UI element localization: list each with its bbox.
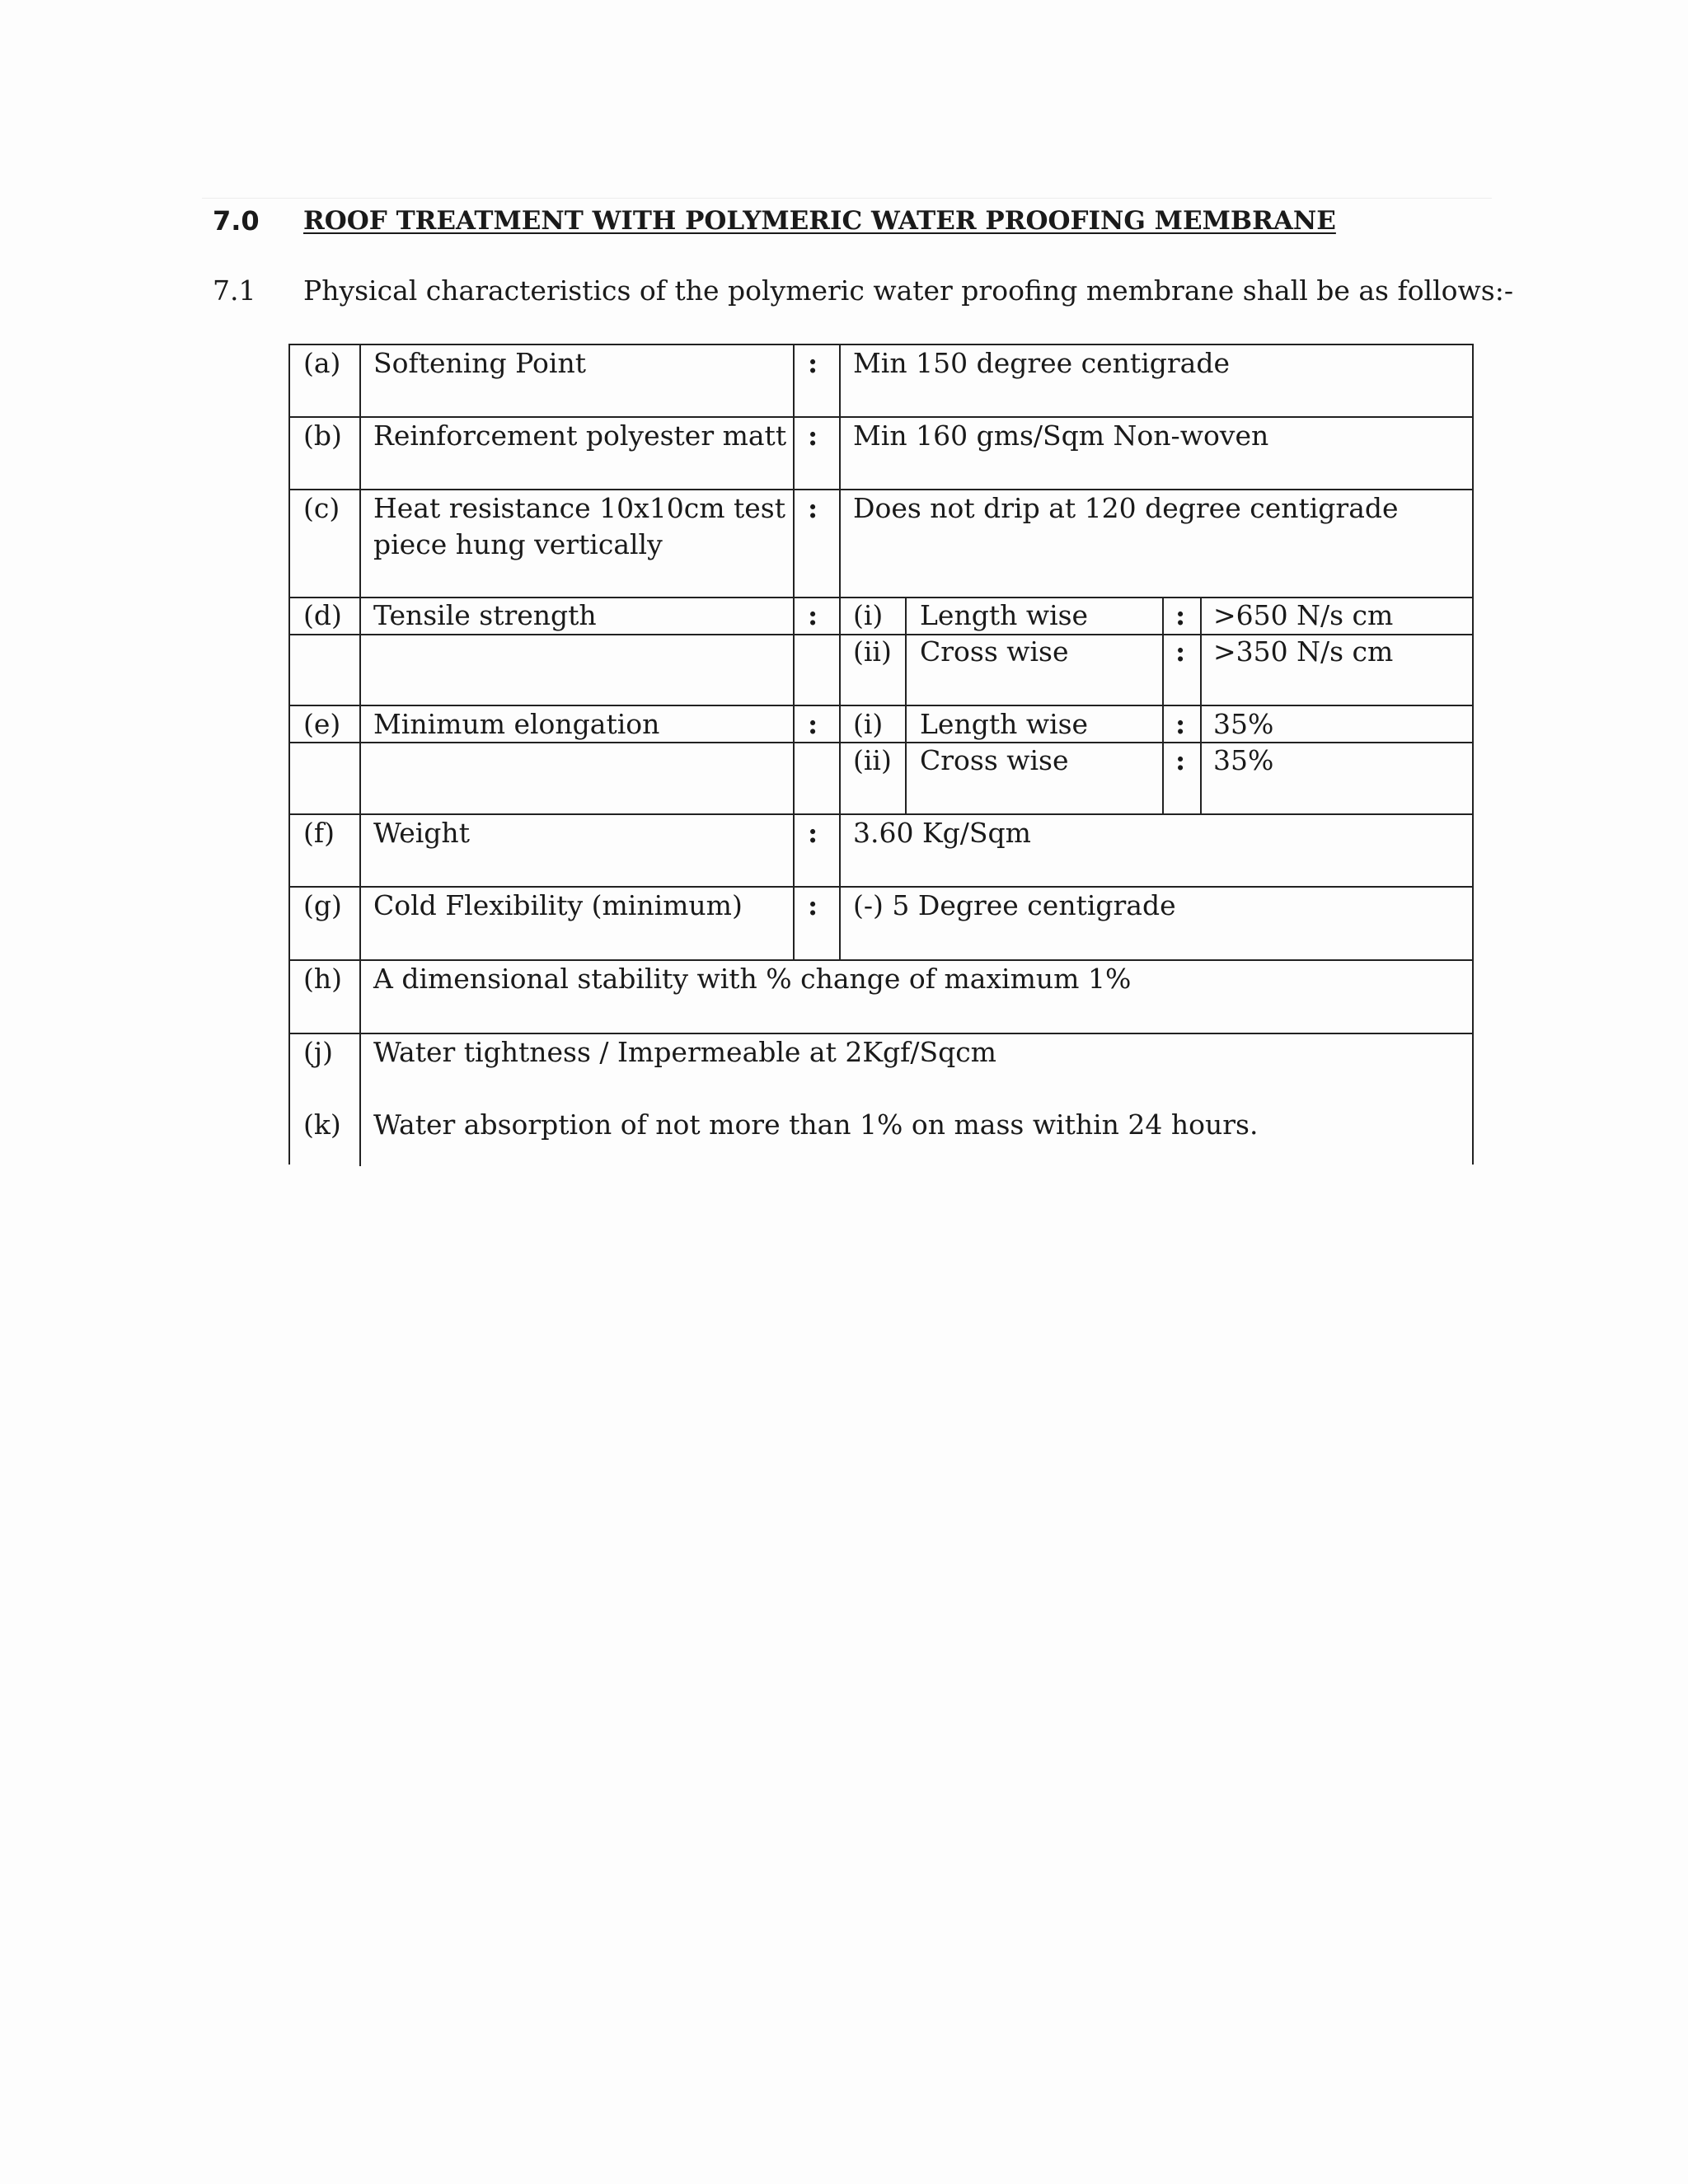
colon: : (808, 347, 818, 379)
property-heat-resistance-line1: Heat resistance 10x10cm test (373, 492, 785, 524)
value-reinforcement: Min 160 gms/Sqm Non-woven (853, 419, 1269, 452)
property-minimum-elongation: Minimum elongation (373, 708, 660, 740)
section-title: ROOF TREATMENT WITH POLYMERIC WATER PROOFING MEMBRANE (303, 206, 1336, 236)
sub-name-cross: Cross wise (920, 744, 1069, 776)
sub-name-length: Length wise (920, 708, 1089, 740)
property-softening-point: Softening Point (373, 347, 586, 379)
colon: : (808, 419, 818, 452)
colon: : (1175, 708, 1186, 740)
sub-label-length: (i) (853, 599, 884, 631)
subsection-text: Physical characteristics of the polymeric water proofing membrane shall be as follows:- (303, 274, 1513, 307)
value-softening-point: Min 150 degree centigrade (853, 347, 1230, 379)
colon: : (808, 599, 818, 631)
sub-label-cross: (ii) (853, 635, 892, 668)
property-weight: Weight (373, 817, 470, 849)
subsection-intro (213, 274, 1513, 308)
colon: : (808, 817, 818, 849)
column-divider (1162, 597, 1164, 813)
top-rule (202, 198, 1492, 199)
column-divider (1200, 597, 1202, 813)
column-divider (793, 345, 795, 959)
colon: : (808, 708, 818, 740)
subsection-number: 7.1 (213, 274, 256, 307)
row-label-h: (h) (303, 963, 343, 995)
section-number: 7.0 (213, 205, 260, 237)
row-label-b: (b) (303, 419, 342, 452)
row-label-k: (k) (303, 1108, 341, 1141)
colon: : (808, 492, 818, 524)
spec-table (288, 344, 1474, 1165)
row-label-j: (j) (303, 1036, 333, 1068)
colon: : (808, 889, 818, 921)
property-heat-resistance-line2: piece hung vertically (373, 528, 663, 560)
value-heat-resistance: Does not drip at 120 degree centigrade (853, 492, 1399, 524)
column-divider (359, 345, 361, 1166)
row-label-a: (a) (303, 347, 341, 379)
value-weight: 3.60 Kg/Sqm (853, 817, 1031, 849)
row-label-e: (e) (303, 708, 341, 740)
row-label-d: (d) (303, 599, 342, 631)
row-label-c: (c) (303, 492, 340, 524)
text-water-tightness: Water tightness / Impermeable at 2Kgf/Sqcm (373, 1036, 996, 1068)
column-divider (839, 345, 841, 959)
text-water-absorption: Water absorption of not more than 1% on mass within 24 hours. (373, 1108, 1259, 1141)
value-cold-flexibility: (-) 5 Degree centigrade (853, 889, 1176, 921)
sub-name-cross: Cross wise (920, 635, 1069, 668)
property-cold-flexibility: Cold Flexibility (minimum) (373, 889, 743, 921)
sub-name-length: Length wise (920, 599, 1089, 631)
row-label-f: (f) (303, 817, 335, 849)
section-heading (213, 204, 1336, 237)
colon: : (1175, 635, 1186, 668)
sub-label-length: (i) (853, 708, 884, 740)
sub-value-length-tensile: >650 N/s cm (1213, 599, 1394, 631)
sub-value-length-elongation: 35% (1213, 708, 1274, 740)
sub-value-cross-tensile: >350 N/s cm (1213, 635, 1394, 668)
colon: : (1175, 599, 1186, 631)
colon: : (1175, 744, 1186, 776)
property-tensile-strength: Tensile strength (373, 599, 597, 631)
text-dimensional-stability: A dimensional stability with % change of maximum 1% (373, 963, 1132, 995)
row-label-g: (g) (303, 889, 342, 921)
sub-value-cross-elongation: 35% (1213, 744, 1274, 776)
property-reinforcement: Reinforcement polyester matt (373, 419, 787, 452)
column-divider (905, 597, 907, 813)
sub-label-cross: (ii) (853, 744, 892, 776)
